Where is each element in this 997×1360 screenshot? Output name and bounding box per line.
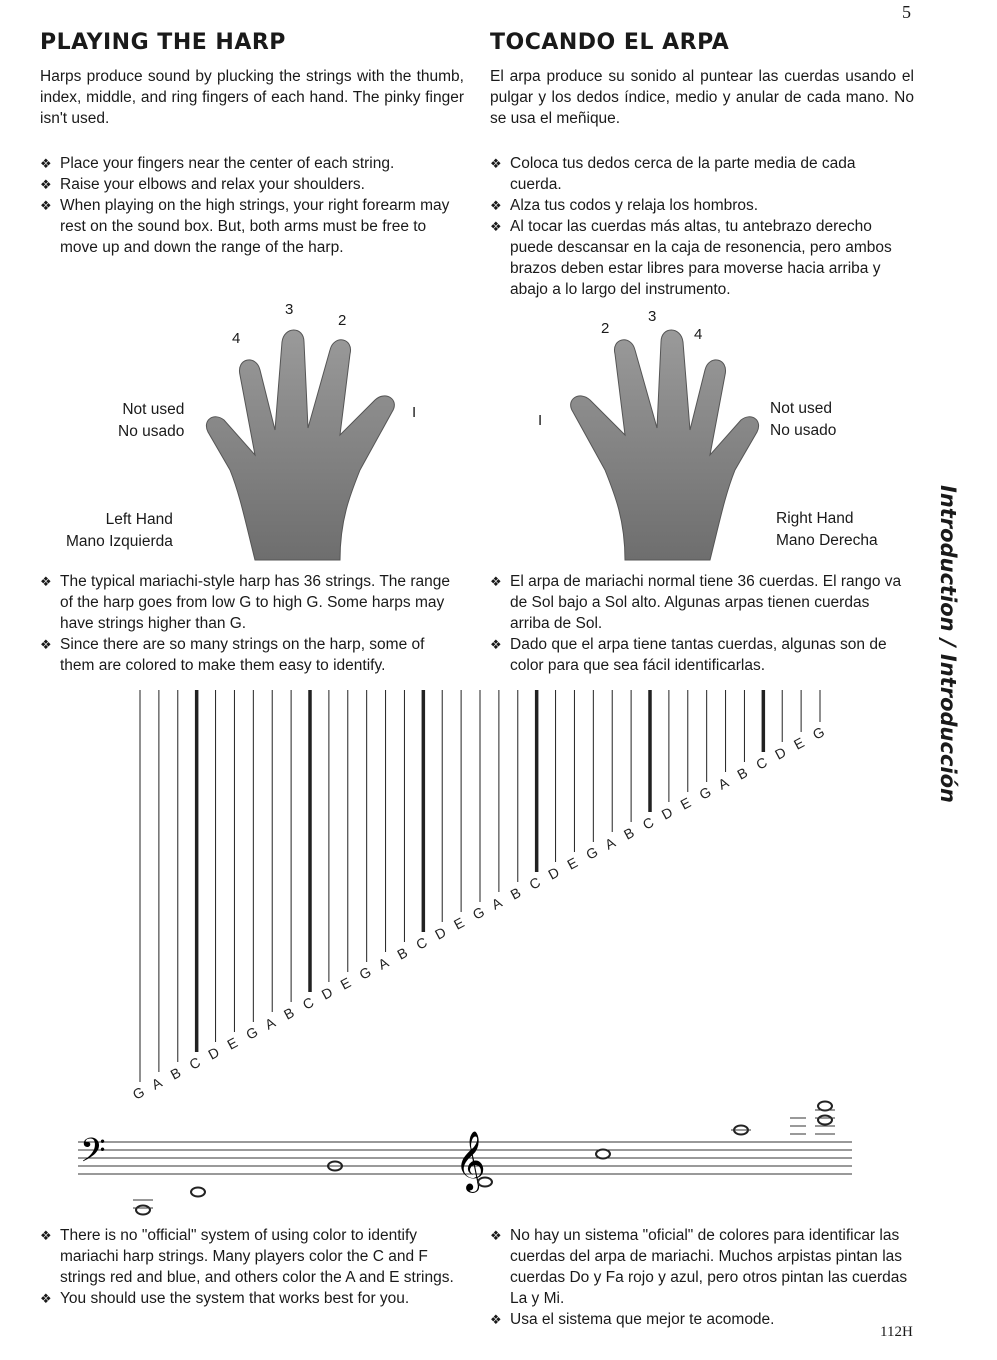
list-item: ❖ Place your fingers near the center of each string. (40, 155, 395, 172)
string-note-label: D (658, 803, 676, 823)
string-note-label: E (677, 794, 694, 813)
bass-clef-icon: 𝄢 (80, 1133, 106, 1177)
string-note-label: D (772, 743, 789, 763)
string-note-label: B (507, 884, 524, 903)
left-hand-unused-label: Not used No usado (118, 401, 185, 440)
string-note-label: D (318, 983, 336, 1003)
spanish-notes (490, 571, 910, 676)
english-notes (40, 571, 460, 676)
list-item: ❖ There is no "official" system of using color to identify mariachi harp strings. Many players color the C and F strings red and blue, and others color the A and E strings. (40, 1227, 454, 1286)
string-note-label: C (413, 933, 430, 953)
string-note-label: A (488, 894, 505, 913)
string-note-label: E (224, 1034, 241, 1053)
treble-clef-icon: 𝄞 (455, 1132, 486, 1190)
string-note-label: B (394, 944, 411, 963)
list-item: ❖ The typical mariachi-style harp has 36 strings. The range of the harp goes from low G to high G. Some harps may have strings higher than G. (40, 573, 450, 632)
footer-code: 112H (880, 1324, 913, 1340)
whole-note-icon (191, 1188, 205, 1197)
string-note-label: D (205, 1043, 222, 1063)
string-note-label: C (186, 1053, 204, 1073)
bullet-icon: ❖ (40, 574, 52, 589)
string-note-label: B (734, 764, 751, 783)
string-note-label: E (791, 734, 807, 753)
bullet-icon: ❖ (40, 177, 52, 192)
hand-icon (206, 330, 394, 560)
right-finger-2: 2 (601, 320, 610, 337)
string-note-label: A (602, 834, 618, 853)
string-note-label: A (715, 774, 732, 793)
string-note-label: G (809, 723, 828, 743)
right-hand-unused-label: Not used No usado (770, 400, 837, 439)
left-finger-2: 2 (338, 312, 347, 329)
left-hand-caption: Left Hand Mano Izquierda (66, 511, 173, 550)
string-note-label: B (167, 1064, 184, 1083)
right-hand-illustration (525, 320, 765, 570)
section-title: Introduction / Introducción (936, 485, 960, 803)
string-note-label: E (337, 974, 354, 993)
right-finger-4: 4 (694, 326, 703, 343)
bullet-icon: ❖ (40, 198, 52, 213)
list-item: ❖ El arpa de mariachi normal tiene 36 cuerdas. El rango va de Sol bajo a Sol alto. Algunas arpas tienen cuerdas arriba de Sol. (490, 573, 902, 632)
bullet-icon: ❖ (40, 156, 52, 171)
english-heading: PLAYING THE HARP (40, 30, 286, 55)
page-number: 5 (902, 2, 911, 22)
spanish-heading: TOCANDO EL ARPA (490, 30, 730, 55)
right-finger-3: 3 (648, 308, 657, 325)
english-intro: Harps produce sound by plucking the strings with the thumb, index, middle, and ring fingers of each hand. The pinky finger isn't used. (40, 68, 464, 127)
list-item: ❖ You should use the system that works best for you. (40, 1290, 410, 1307)
bullet-icon: ❖ (490, 574, 502, 589)
string-note-label: G (469, 903, 488, 923)
string-note-label: D (432, 923, 449, 943)
bullet-icon: ❖ (490, 198, 502, 213)
string-note-label: B (621, 824, 637, 843)
string-note-label: A (375, 954, 392, 973)
list-item: ❖ Raise your elbows and relax your shoulders. (40, 176, 365, 193)
string-note-label: E (451, 914, 467, 933)
spanish-tips (490, 153, 910, 300)
bullet-icon: ❖ (490, 1228, 502, 1243)
string-note-label: G (129, 1083, 148, 1103)
list-item: ❖ Coloca tus dedos cerca de la parte media de cada cuerda. (490, 155, 856, 193)
list-item: ❖ Dado que el arpa tiene tantas cuerdas, algunas son de color para que sea fácil identificarlas. (490, 636, 887, 674)
left-hand-illustration (200, 320, 440, 570)
harp-strings-diagram (0, 680, 997, 1220)
list-item: ❖ No hay un sistema "oficial" de colores para identificar las cuerdas del arpa de mariachi. Muchos arpistas pintan las cuerdas Do y Fa rojo y azul, pero otros pintan las cuerdas La y Mi. (490, 1227, 908, 1307)
bullet-icon: ❖ (490, 637, 502, 652)
list-item: ❖ Since there are so many strings on the harp, some of them are colored to make them easy to identify. (40, 636, 425, 674)
section-sidebar (936, 485, 980, 845)
list-item: ❖ When playing on the high strings, your right forearm may rest on the sound box. But, both arms must be free to move up and down the range of the harp. (40, 197, 450, 256)
bullet-icon: ❖ (490, 219, 502, 234)
bullet-icon: ❖ (490, 156, 502, 171)
whole-note-icon (818, 1102, 832, 1111)
right-finger-1: I (538, 412, 543, 429)
whole-note-icon (136, 1206, 150, 1215)
string-note-label: A (148, 1074, 165, 1093)
spanish-color-notes (490, 1225, 910, 1330)
string-note-label: A (262, 1014, 278, 1033)
string-note-label: C (639, 813, 657, 833)
english-color-notes (40, 1225, 460, 1309)
bullet-icon: ❖ (40, 1228, 52, 1243)
right-hand-caption: Right Hand Mano Derecha (776, 510, 878, 549)
string-note-label: B (281, 1004, 297, 1023)
spanish-intro: El arpa produce su sonido al puntear las cuerdas usando el pulgar y los dedos índice, medio y anular de cada mano. No se usa el meñique. (490, 68, 914, 127)
string-note-label: G (583, 843, 601, 863)
list-item: ❖ Al tocar las cuerdas más altas, tu antebrazo derecho puede descansar en la caja de resonencia, pero ambos brazos deben estar libres para moverse hacia arriba y abajo a lo largo del instrumento. (490, 218, 892, 298)
string-note-label: C (753, 753, 770, 773)
list-item: ❖ Alza tus codos y relaja los hombros. (490, 197, 759, 214)
bullet-icon: ❖ (40, 1291, 52, 1306)
string-note-label: C (526, 873, 544, 893)
english-tips (40, 153, 460, 258)
whole-note-icon (818, 1116, 832, 1125)
string-note-label: G (696, 783, 714, 803)
bullet-icon: ❖ (490, 1312, 502, 1327)
string-note-label: G (356, 963, 374, 983)
left-finger-4: 4 (232, 330, 241, 347)
string-note-label: G (243, 1023, 261, 1043)
string-note-label: D (545, 863, 562, 883)
left-finger-3: 3 (285, 301, 294, 318)
string-note-label: E (564, 854, 581, 873)
list-item: ❖ Usa el sistema que mejor te acomode. (490, 1311, 775, 1328)
whole-note-icon (596, 1150, 610, 1159)
left-finger-1: I (412, 404, 417, 421)
hand-icon (571, 330, 759, 560)
string-note-label: C (299, 993, 317, 1013)
bullet-icon: ❖ (40, 637, 52, 652)
